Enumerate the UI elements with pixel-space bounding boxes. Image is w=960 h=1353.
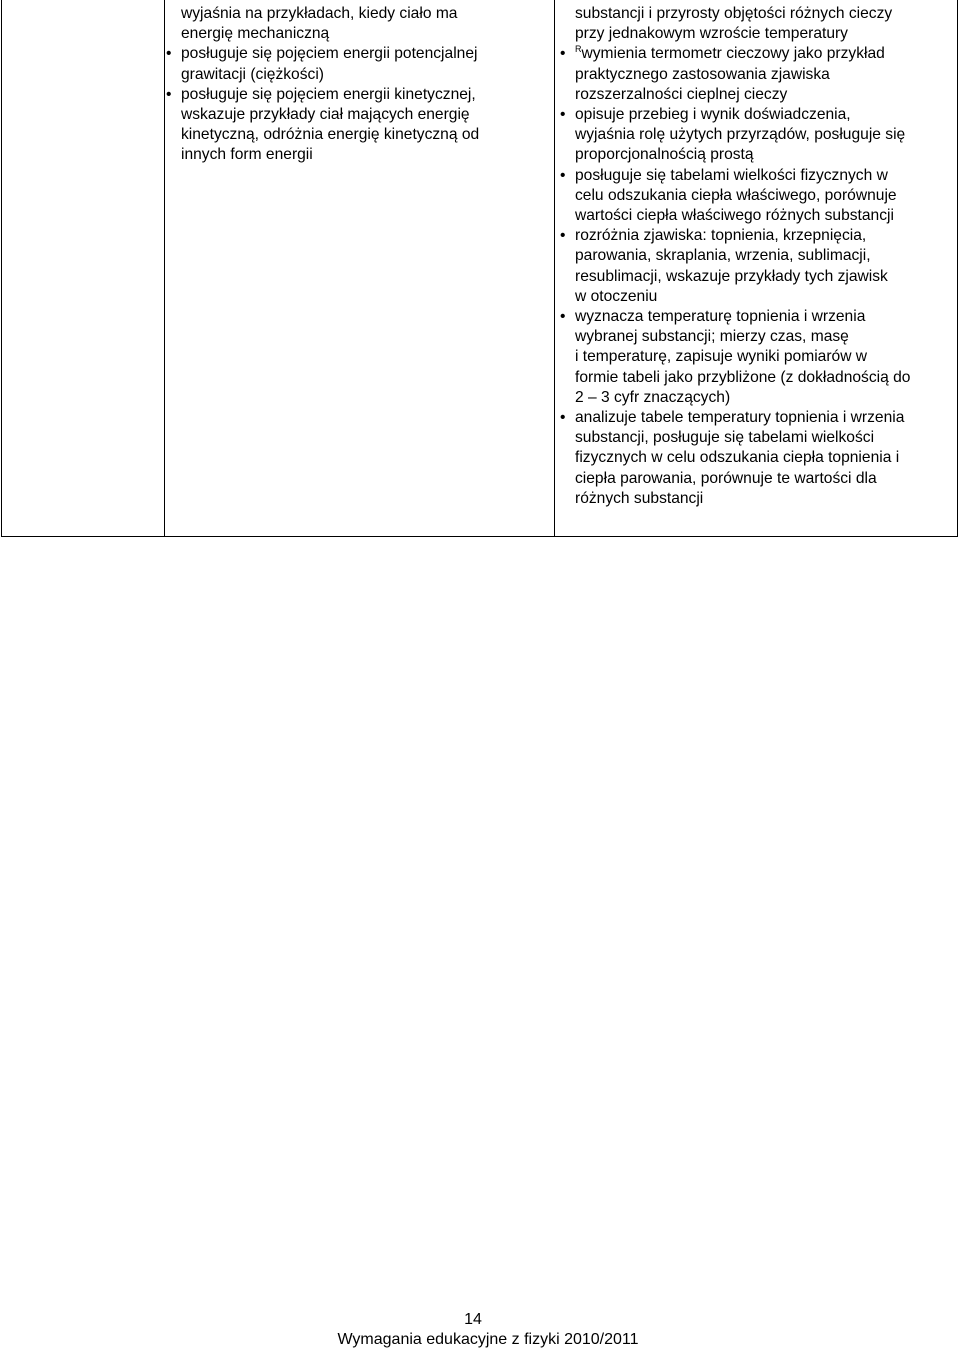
line-text: wymienia termometr cieczowy jako przykład: [581, 45, 885, 63]
text-line: [166, 4, 536, 24]
text-line: [166, 65, 536, 85]
bullet-icon: •: [166, 45, 172, 63]
line-text: różnych substancji: [575, 489, 704, 507]
text-line: [560, 186, 958, 206]
text-line: [560, 368, 958, 388]
line-text: proporcjonalnością prostą: [575, 146, 754, 164]
line-text: przy jednakowym wzroście temperatury: [575, 25, 848, 43]
column-divider-2: [554, 0, 555, 537]
bullet-list-item-line: [560, 44, 958, 64]
bullet-icon: •: [560, 166, 566, 184]
line-text: wyjaśnia rolę użytych przyrządów, posługuje się: [575, 126, 906, 144]
text-line: [560, 145, 958, 165]
text-line: [560, 428, 958, 448]
line-text: analizuje tabele temperatury topnienia i wrzenia: [575, 409, 905, 427]
bullet-icon: •: [560, 106, 566, 124]
line-text: i temperaturę, zapisuje wyniki pomiarów w: [575, 348, 868, 366]
line-text: rozszerzalności cieplnej cieczy: [575, 85, 788, 103]
text-line: [166, 145, 536, 165]
line-text: grawitacji (ciężkości): [181, 65, 324, 83]
line-text: parowania, skraplania, wrzenia, sublimacji,: [575, 247, 871, 265]
text-line: [560, 24, 958, 44]
text-line: [560, 347, 958, 367]
line-text: wyznacza temperaturę topnienia i wrzenia: [575, 308, 866, 326]
bullet-list-item-line: [166, 44, 536, 64]
page-number: 14: [464, 1311, 482, 1328]
line-text: wybranej substancji; mierzy czas, masę: [575, 328, 849, 346]
text-line: [560, 125, 958, 145]
bullet-icon: •: [560, 409, 566, 427]
text-line: [560, 85, 958, 105]
text-line: [560, 206, 958, 226]
extended-level-marker: R: [575, 44, 582, 55]
line-text: opisuje przebieg i wynik doświadczenia,: [575, 106, 851, 124]
bullet-icon: •: [560, 227, 566, 245]
text-line: [560, 4, 958, 24]
text-line: [560, 246, 958, 266]
bullet-list-item-line: [166, 85, 536, 105]
bullet-list-item-line: [560, 166, 958, 186]
text-line: [560, 327, 958, 347]
text-line: [560, 469, 958, 489]
bullet-list-item-line: [560, 307, 958, 327]
line-text: formie tabeli jako przybliżone (z dokładnością do: [575, 368, 911, 386]
line-text: posługuje się pojęciem energii potencjalnej: [181, 45, 478, 63]
line-text: celu odszukania ciepła właściwego, porównuje: [575, 186, 897, 204]
document-title: Wymagania edukacyjne z fizyki 2010/2011: [337, 1331, 639, 1348]
bullet-icon: •: [560, 45, 566, 63]
line-text: fizycznych w celu odszukania ciepła topnienia i: [575, 449, 900, 467]
line-text: resublimacji, wskazuje przykłady tych zjawisk: [575, 267, 888, 285]
right-column-cell: [560, 4, 958, 509]
text-line: [166, 24, 536, 44]
bullet-list-item-line: [560, 226, 958, 246]
line-text: posługuje się pojęciem energii kinetycznej,: [181, 85, 476, 103]
text-line: [560, 388, 958, 408]
text-line: [560, 287, 958, 307]
bullet-icon: •: [166, 85, 172, 103]
text-line: [560, 448, 958, 468]
text-line: [166, 125, 536, 145]
text-line: [560, 489, 958, 509]
column-divider-1: [164, 0, 165, 537]
text-line: [560, 65, 958, 85]
line-text: kinetyczną, odróżnia energię kinetyczną od: [181, 126, 480, 144]
middle-column-cell: [166, 4, 536, 166]
line-text: energię mechaniczną: [181, 25, 330, 43]
line-text: praktycznego zastosowania zjawiska: [575, 65, 830, 83]
line-text: substancji i przyrosty objętości różnych cieczy: [575, 5, 893, 22]
bullet-list-item-line: [560, 408, 958, 428]
line-text: 2 – 3 cyfr znaczących): [575, 388, 731, 406]
line-text: wskazuje przykłady ciał mających energię: [181, 106, 470, 124]
line-text: ciepła parowania, porównuje te wartości dla: [575, 469, 877, 487]
line-text: innych form energii: [181, 146, 313, 164]
line-text: posługuje się tabelami wielkości fizycznych w: [575, 166, 888, 184]
line-text: substancji, posługuje się tabelami wielkości: [575, 429, 875, 447]
bullet-icon: •: [560, 308, 566, 326]
text-line: [560, 267, 958, 287]
text-line: [166, 105, 536, 125]
line-text: w otoczeniu: [575, 287, 658, 305]
bullet-list-item-line: [560, 105, 958, 125]
line-text: wyjaśnia na przykładach, kiedy ciało ma: [181, 5, 458, 22]
line-text: wartości ciepła właściwego różnych substancji: [575, 207, 894, 225]
line-text: rozróżnia zjawiska: topnienia, krzepnięcia,: [575, 227, 867, 245]
